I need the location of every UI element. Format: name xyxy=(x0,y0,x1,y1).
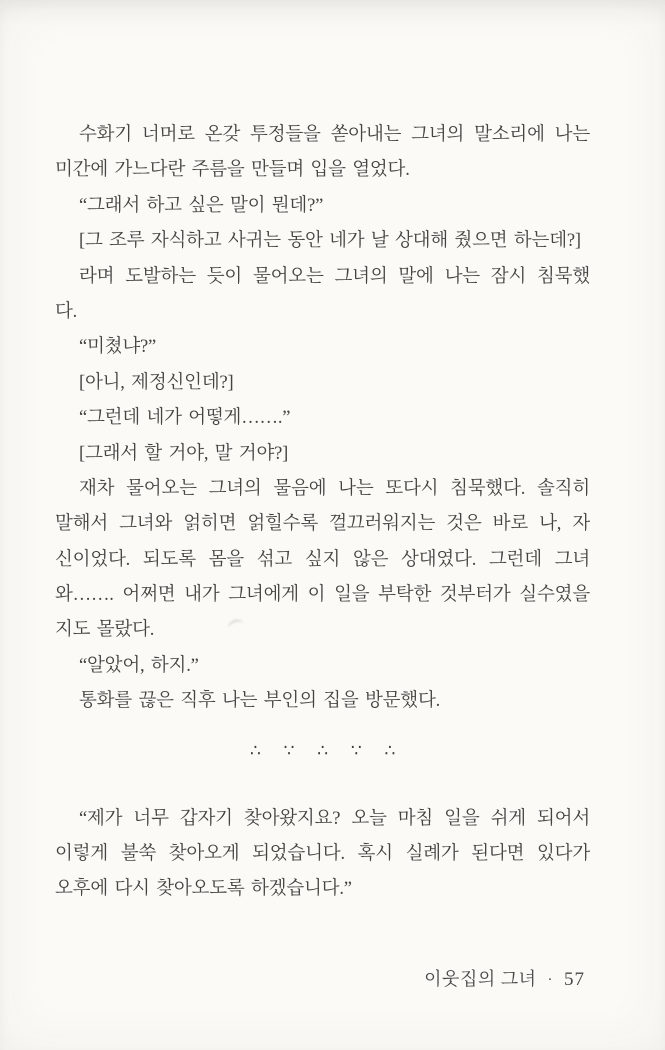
text-line: 미간에 가느다란 주름을 만들며 입을 열었다. xyxy=(55,160,410,181)
text-line: 와……. 어쩌면 내가 그녀에게 이 일을 부탁한 것부터가 실수였을 xyxy=(55,585,590,606)
text-line: 라며 도발하는 듯이 물어오는 그녀의 말에 나는 잠시 침묵했 xyxy=(79,266,590,287)
text-line: 신이었다. 되도록 몸을 섞고 싶지 않은 상대였다. 그런데 그녀 xyxy=(55,549,590,570)
text-line: 이렇게 불쑥 찾아오게 되었습니다. 혹시 실례가 된다면 있다가 xyxy=(55,844,590,865)
ornament-dots-icon: ∴ xyxy=(249,740,261,761)
page-number: 57 xyxy=(564,969,585,990)
page-footer xyxy=(424,966,585,993)
running-book-title: 이웃집의 그녀 xyxy=(424,969,537,989)
text-line: “알았어, 하지.” xyxy=(79,655,199,676)
text-line: “그런데 네가 어떻게…….” xyxy=(79,408,291,429)
text-line: 다. xyxy=(55,301,78,322)
text-line: “그래서 하고 싶은 말이 뭔데?” xyxy=(79,195,324,216)
text-line: “미쳤냐?” xyxy=(79,337,157,358)
text-line: [그 조루 자식하고 사귀는 동안 네가 날 상대해 줬으면 하는데?] xyxy=(79,231,581,252)
ornament-dots-icon: ∴ xyxy=(317,740,328,761)
text-line: 말해서 그녀와 얽히면 얽힐수록 껄끄러워지는 것은 바로 나, 자 xyxy=(55,514,590,535)
ornament-dots-icon: ∴ xyxy=(384,740,396,761)
ornament-dots-icon: ∵ xyxy=(283,740,295,761)
text-line: 오후에 다시 찾아오도록 하겠습니다.” xyxy=(55,879,352,900)
text-line: 통화를 끊은 직후 나는 부인의 집을 방문했다. xyxy=(79,691,441,712)
scan-edge-shading xyxy=(0,0,665,26)
page-body-text xyxy=(55,118,590,908)
text-line: 지도 몰랐다. xyxy=(55,620,155,641)
text-line: “제가 너무 갑자기 찾아왔지요? 오늘 마침 일을 쉬게 되어서 xyxy=(79,808,590,829)
text-line: [그래서 할 거야, 말 거야?] xyxy=(79,443,289,464)
scene-break-ornament xyxy=(55,738,590,764)
text-line: 수화기 너머로 온갖 투정들을 쏟아내는 그녀의 말소리에 나는 xyxy=(79,125,590,145)
text-line: [아니, 제정신인데?] xyxy=(79,372,234,393)
text-line: 재차 물어오는 그녀의 물음에 나는 또다시 침묵했다. 솔직히 xyxy=(79,478,590,499)
ornament-dots-icon: ∵ xyxy=(350,740,362,761)
footer-separator-dot: · xyxy=(547,972,553,988)
